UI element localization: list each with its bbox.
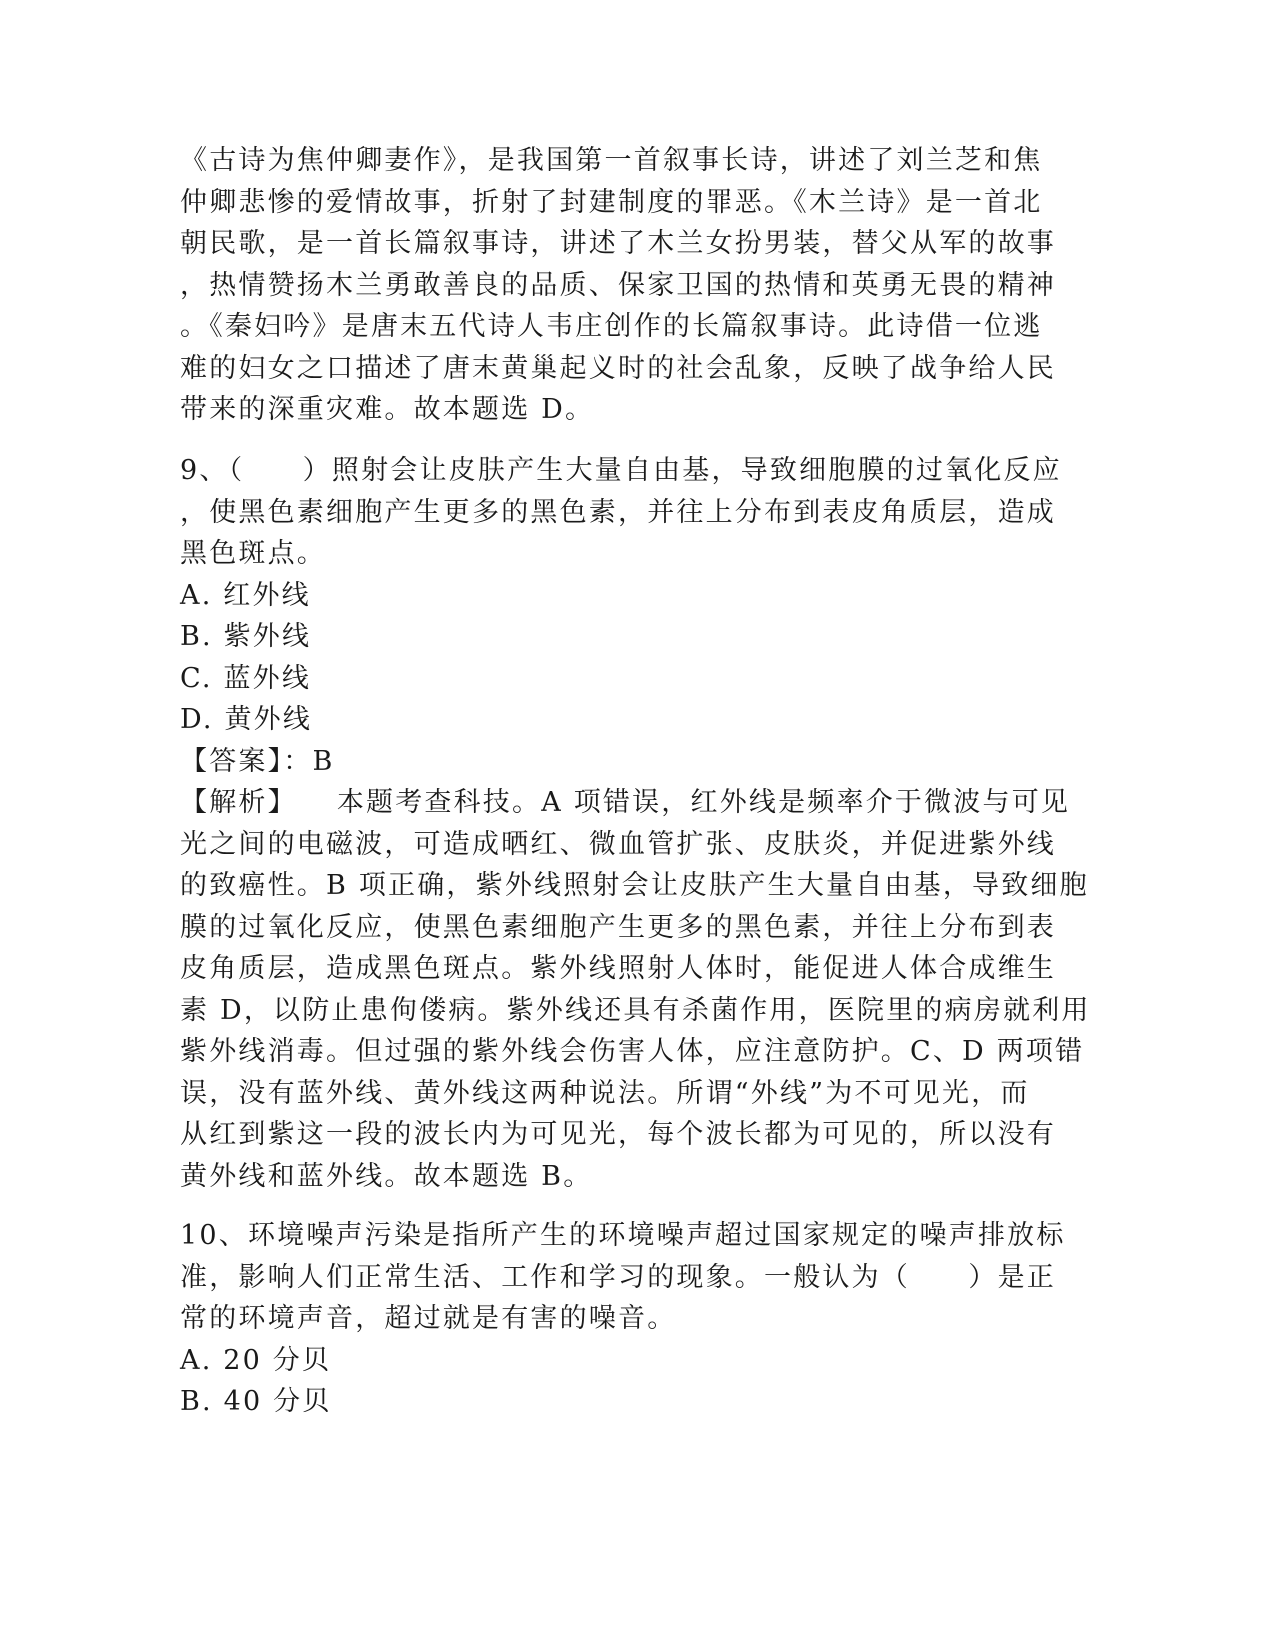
analysis-first-line: [180, 782, 1080, 824]
analysis-text: 本题考查科技。A 项错误，红外线是频率介于微波与可见: [336, 787, 1071, 818]
analysis-line: 紫外线消毒。但过强的紫外线会伤害人体，应注意防护。C、D 两项错: [180, 1036, 1085, 1067]
analysis-line: 皮角质层，造成黑色斑点。紫外线照射人体时，能促进人体合成维生: [180, 953, 1056, 984]
analysis-line: 素 D，以防止患佝偻病。紫外线还具有杀菌作用，医院里的病房就利用: [180, 994, 1091, 1026]
analysis-label: 【解析】: [180, 787, 297, 818]
option-a: A. 20 分贝: [180, 1344, 332, 1376]
explanation-line: 《古诗为焦仲卿妻作》，是我国第一首叙事长诗，讲述了刘兰芝和焦: [180, 145, 1043, 176]
question-stem-line: ，使黑色素细胞产生更多的黑色素，并往上分布到表皮角质层，造成: [180, 496, 1056, 528]
analysis-line: 的致癌性。B 项正确，紫外线照射会让皮肤产生大量自由基，导致细胞: [180, 870, 1089, 901]
explanation-line: 带来的深重灾难。故本题选 D。: [180, 394, 595, 425]
explanation-line: 仲卿悲惨的爱情故事，折射了封建制度的罪恶。《木兰诗》是一首北: [180, 186, 1043, 218]
option-d: D. 黄外线: [180, 704, 313, 735]
question9: [180, 450, 1091, 1197]
question-stem-line: 准，影响人们正常生活、工作和学习的现象。一般认为（ ）是正: [180, 1261, 1056, 1293]
question10: [180, 1215, 1080, 1423]
analysis-line: 膜的过氧化反应，使黑色素细胞产生更多的黑色素，并往上分布到表: [180, 911, 1056, 943]
explanation-line: 。《秦妇吟》是唐末五代诗人韦庄创作的长篇叙事诗。此诗借一位逃: [180, 311, 1043, 342]
explanation-line: 难的妇女之口描述了唐末黄巢起义时的社会乱象，反映了战争给人民: [180, 352, 1056, 384]
analysis-line: 黄外线和蓝外线。故本题选 B。: [180, 1160, 593, 1192]
analysis-line: 光之间的电磁波，可造成晒红、微血管扩张、皮肤炎，并促进紫外线: [180, 828, 1056, 860]
question-stem-line: 10、环境噪声污染是指所产生的环境噪声超过国家规定的噪声排放标: [180, 1220, 1066, 1251]
question8-explanation: [180, 140, 1080, 431]
analysis-line: 从红到紫这一段的波长内为可见光，每个波长都为可见的，所以没有: [180, 1119, 1056, 1150]
question-stem-line: 9、（ ）照射会让皮肤产生大量自由基，导致细胞膜的过氧化反应: [180, 455, 1062, 486]
option-b: B. 40 分贝: [180, 1386, 332, 1417]
option-a: A. 红外线: [180, 579, 311, 611]
answer-line: 【答案】：B: [180, 745, 335, 777]
question-stem-line: 常的环境声音，超过就是有害的噪音。: [180, 1303, 677, 1334]
option-b: B. 紫外线: [180, 621, 312, 652]
question-stem-line: 黑色斑点。: [180, 538, 326, 569]
explanation-line: 朝民歌，是一首长篇叙事诗，讲述了木兰女扮男装，替父从军的故事: [180, 228, 1056, 259]
explanation-line: ，热情赞扬木兰勇敢善良的品质、保家卫国的热情和英勇无畏的精神: [180, 269, 1056, 301]
analysis-line: 误，没有蓝外线、黄外线这两种说法。所谓“外线”为不可见光，而: [180, 1077, 1030, 1109]
option-c: C. 蓝外线: [180, 662, 312, 694]
